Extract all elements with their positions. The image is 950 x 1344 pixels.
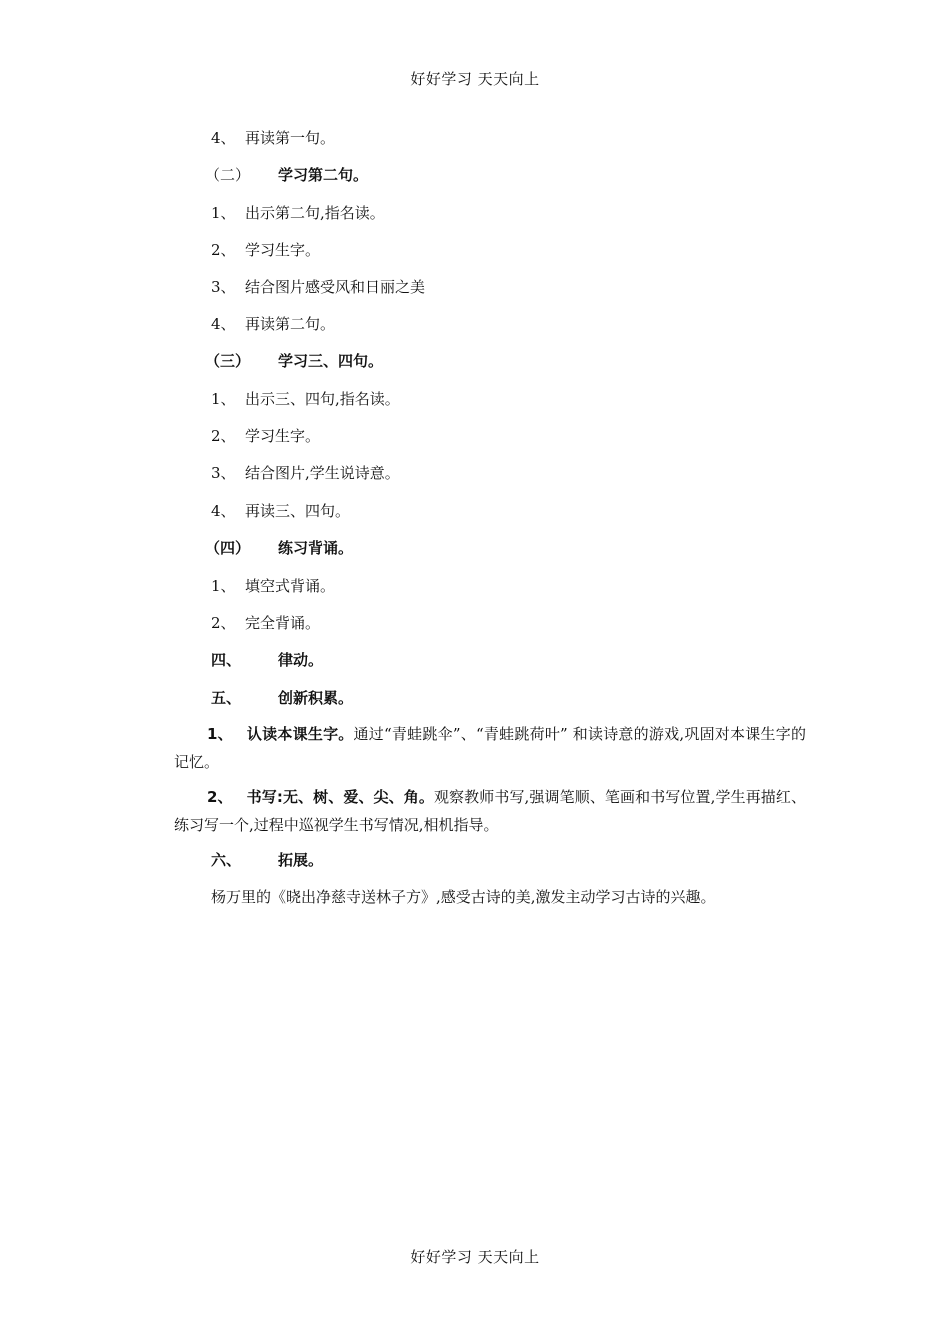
line-text: 结合图片感受风和日丽之美 — [245, 278, 426, 296]
line-number: 1、 — [211, 577, 236, 595]
line-number: 四、 — [211, 651, 242, 669]
line-text: 练习背诵。 — [278, 539, 354, 557]
line-number: （二） — [205, 166, 251, 184]
line-text: 填空式背诵。 — [245, 577, 336, 595]
line-number: 4、 — [211, 502, 236, 520]
line-number: 3、 — [211, 278, 236, 296]
line-text: 再读第二句。 — [245, 315, 336, 333]
line-text: 再读第一句。 — [245, 129, 336, 147]
paragraph — [174, 783, 806, 839]
line-number: （三） — [205, 352, 251, 370]
line-text: 创新积累。 — [278, 689, 354, 707]
line-text: 再读三、四句。 — [245, 502, 351, 520]
line-text: 学习第二句。 — [278, 166, 369, 184]
line-text: 出示三、四句,指名读。 — [245, 390, 400, 408]
line-number: 3、 — [211, 464, 236, 482]
line-number: 4、 — [211, 129, 236, 147]
paragraph-heading: 认读本课生字。 — [246, 725, 354, 743]
line-number: 2、 — [211, 241, 236, 259]
line-number: 五、 — [211, 689, 242, 707]
closing-text: 杨万里的《晓出净慈寺送林子方》,感受古诗的美,激发主动学习古诗的兴趣。 — [211, 888, 716, 906]
line-number: 六、 — [211, 851, 242, 869]
line-number: 1、 — [211, 390, 236, 408]
paragraph — [174, 720, 806, 776]
paragraph-heading: 书写:无、树、爱、尖、角。 — [246, 788, 434, 806]
line-text: 完全背诵。 — [245, 614, 321, 632]
line-text: 结合图片,学生说诗意。 — [245, 464, 400, 482]
line-text: 律动。 — [278, 651, 324, 669]
paragraph-body: 通过“青蛙跳伞”、“青蛙跳荷叶” 和读诗意的游戏,巩固对本课生字的记忆。 — [174, 725, 806, 771]
line-number: 2、 — [211, 427, 236, 445]
page-footer: 好好学习 天天向上 — [410, 1248, 540, 1266]
line-number: 2、 — [211, 614, 236, 632]
line-text: 学习生字。 — [245, 427, 321, 445]
page-header: 好好学习 天天向上 — [410, 70, 540, 88]
paragraph-number: 1、 — [207, 725, 233, 743]
paragraph-body: 观察教师书写,强调笔顺、笔画和书写位置,学生再描红、练习写一个,过程中巡视学生书写情况,相机指导。 — [174, 788, 807, 834]
line-text: 拓展。 — [278, 851, 324, 869]
line-number: （四） — [205, 539, 251, 557]
line-number: 4、 — [211, 315, 236, 333]
paragraph-number: 2、 — [207, 788, 233, 806]
line-text: 学习三、四句。 — [278, 352, 384, 370]
line-text: 出示第二句,指名读。 — [245, 204, 385, 222]
line-text: 学习生字。 — [245, 241, 321, 259]
line-number: 1、 — [211, 204, 236, 222]
